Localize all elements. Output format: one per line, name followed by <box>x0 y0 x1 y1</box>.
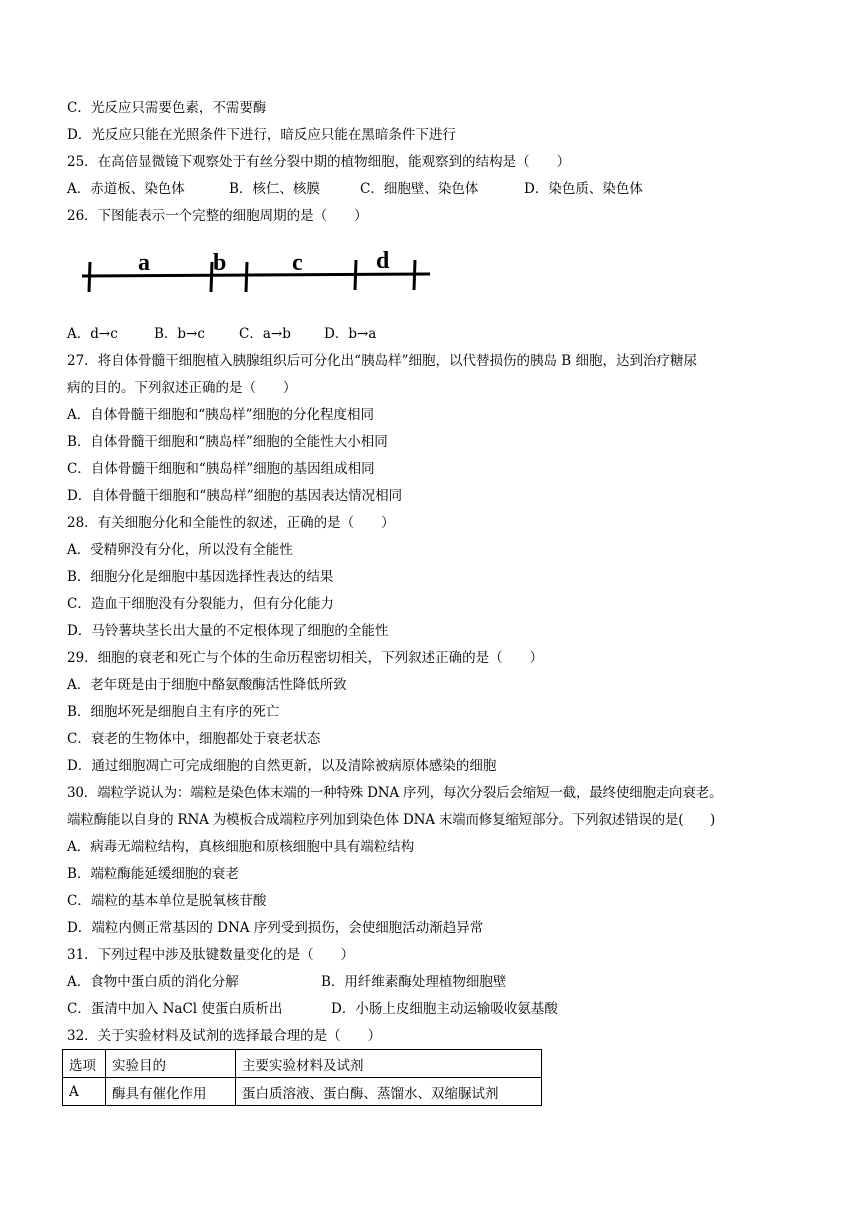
q26-option-a: A．d→c <box>67 326 118 342</box>
question-27-line-2: 病的目的。下列叙述正确的是（ ） <box>67 380 297 396</box>
q28-option-a: A．受精卵没有分化，所以没有全能性 <box>67 542 293 558</box>
q28-option-d: D．马铃薯块茎长出大量的不定根体现了细胞的全能性 <box>67 623 389 639</box>
question-30-line-1: 30．端粒学说认为：端粒是染色体末端的一种特殊 DNA 序列，每次分裂后会缩短一截，最终使细胞走向衰老。 <box>67 785 723 801</box>
tick-mark <box>89 262 90 292</box>
q30-option-c: C．端粒的基本单位是脱氧核苷酸 <box>67 893 267 909</box>
q27-option-c: C．自体骨髓干细胞和“胰岛样”细胞的基因组成相同 <box>67 461 375 477</box>
q28-option-c: C．造血干细胞没有分裂能力，但有分化能力 <box>67 596 334 612</box>
segment-label-c: c <box>292 250 303 276</box>
table-cell: 蛋白质溶液、蛋白酶、蒸馏水、双缩脲试剂 <box>236 1078 542 1106</box>
q31-option-a: A．食物中蛋白质的消化分解 <box>67 974 239 990</box>
q29-option-b: B．细胞坏死是细胞自主有序的死亡 <box>67 704 280 720</box>
q29-option-a: A．老年斑是由于细胞中酪氨酸酶活性降低所致 <box>67 677 347 693</box>
q25-option-b: B．核仁、核膜 <box>229 181 320 197</box>
q27-option-b: B．自体骨髓干细胞和“胰岛样”细胞的全能性大小相同 <box>67 434 388 450</box>
table-header-row <box>63 1050 542 1078</box>
q25-option-d: D．染色质、染色体 <box>524 181 643 197</box>
table-header-cell: 实验目的 <box>106 1050 236 1078</box>
q31-options-row-2 <box>67 999 558 1019</box>
table-cell: A <box>63 1078 106 1106</box>
tick-mark <box>414 260 415 290</box>
question-29: 29．细胞的衰老和死亡与个体的生命历程密切相关，下列叙述正确的是（ ） <box>67 650 544 666</box>
question-25: 25．在高倍显微镜下观察处于有丝分裂中期的植物细胞，能观察到的结构是（ ） <box>67 154 571 170</box>
q25-options <box>67 179 643 199</box>
q26-option-c: C．a→b <box>239 326 291 342</box>
q24-option-d: D．光反应只能在光照条件下进行，暗反应只能在黑暗条件下进行 <box>67 127 456 143</box>
q27-option-d: D．自体骨髓干细胞和“胰岛样”细胞的基因表达情况相同 <box>67 488 403 504</box>
q26-option-d: D．b→a <box>324 326 377 342</box>
q30-option-a: A．病毒无端粒结构，真核细胞和原核细胞中具有端粒结构 <box>67 839 415 855</box>
q24-option-c: C．光反应只需要色素，不需要酶 <box>67 100 267 116</box>
q27-option-a: A．自体骨髓干细胞和“胰岛样”细胞的分化程度相同 <box>67 407 375 423</box>
q26-options <box>67 324 376 344</box>
table-header-cell: 主要实验材料及试剂 <box>236 1050 542 1078</box>
q29-option-d: D．通过细胞凋亡可完成细胞的自然更新，以及清除被病原体感染的细胞 <box>67 758 497 774</box>
q31-option-c: C．蛋清中加入 NaCl 使蛋白质析出 <box>67 1001 283 1017</box>
segment-label-b: b <box>213 250 227 276</box>
question-27-line-1: 27．将自体骨髓干细胞植入胰腺组织后可分化出“胰岛样”细胞，以代替损伤的胰岛 B 细胞，达到治疗糖尿 <box>67 353 697 369</box>
q28-option-b: B．细胞分化是细胞中基因选择性表达的结果 <box>67 569 334 585</box>
table-header-cell: 选项 <box>63 1050 106 1078</box>
question-30-line-2: 端粒酶能以自身的 RNA 为模板合成端粒序列加到染色体 DNA 末端而修复缩短部分。下列叙述错误的是( ) <box>67 812 716 828</box>
q30-option-b: B．端粒酶能延缓细胞的衰老 <box>67 866 239 882</box>
q25-option-a: A．赤道板、染色体 <box>67 181 185 197</box>
q26-option-b: B．b→c <box>154 326 205 342</box>
timeline-axis <box>82 274 430 276</box>
q25-option-c: C．细胞壁、染色体 <box>360 181 479 197</box>
q30-option-d: D．端粒内侧正常基因的 DNA 序列受到损伤，会使细胞活动渐趋异常 <box>67 920 484 936</box>
question-31: 31．下列过程中涉及肽键数量变化的是（ ） <box>67 947 355 963</box>
tick-mark <box>246 262 247 292</box>
q31-option-d: D．小肠上皮细胞主动运输吸收氨基酸 <box>331 1001 558 1017</box>
table-cell: 酶具有催化作用 <box>106 1078 236 1106</box>
q29-option-c: C．衰老的生物体中，细胞都处于衰老状态 <box>67 731 321 747</box>
table-row <box>63 1078 542 1106</box>
question-32: 32．关于实验材料及试剂的选择最合理的是（ ） <box>67 1028 382 1044</box>
q31-option-b: B．用纤维素酶处理植物细胞壁 <box>321 974 507 990</box>
tick-mark <box>211 262 212 292</box>
experiment-table <box>62 1049 542 1106</box>
q31-options-row-1 <box>67 972 506 992</box>
segment-label-d: d <box>376 248 390 274</box>
cell-cycle-diagram <box>78 246 438 302</box>
question-28: 28．有关细胞分化和全能性的叙述，正确的是（ ） <box>67 515 395 531</box>
segment-label-a: a <box>138 250 150 276</box>
question-26: 26．下图能表示一个完整的细胞周期的是（ ） <box>67 208 368 224</box>
tick-mark <box>355 260 356 290</box>
